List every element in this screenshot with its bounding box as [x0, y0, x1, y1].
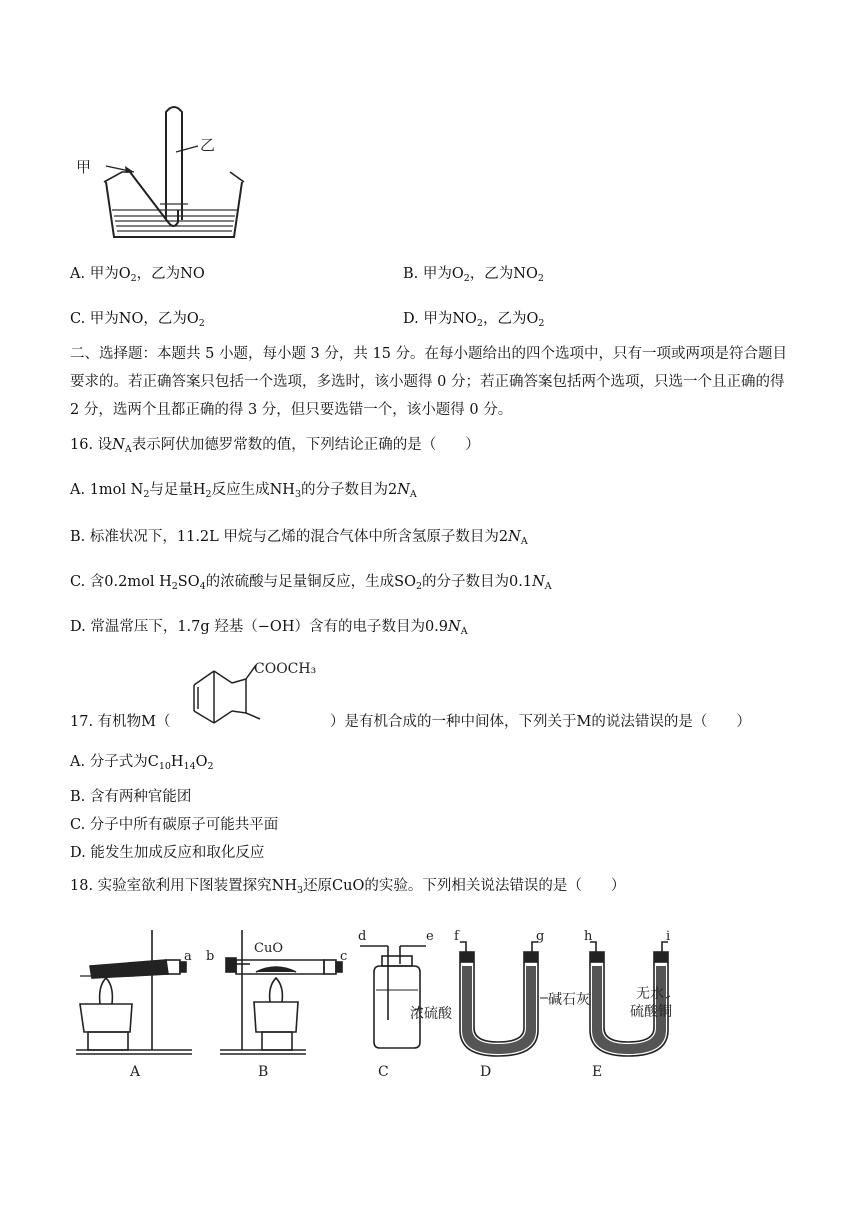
port-b: b	[206, 949, 215, 964]
section-2-instructions: 二、选择题：本题共 5 小题，每小题 3 分，共 15 分。在每小题给出的四个选项中，只有一项或两项是符合题目要求的。若正确答案只包括一个选项，多选时，该小题得 0 分；若正确答案包括两个选项，只选一个且正确的得 2 分，选两个且都正确的得 3 分，但只要选错一个，该小题得 0 分。	[70, 346, 788, 418]
delivery-tube	[130, 172, 178, 226]
q17-option-d: D. 能发生加成反应和取化反应	[70, 845, 265, 861]
q16-option-c: C. 含0.2mol $H_2SO_4$的浓硫酸与足量铜反应，生成$SO_2$的分子数目为$0.1N_A$	[70, 574, 552, 592]
q16-option-b: B. 标准状况下，11.2L 甲烷与乙烯的混合气体中所含氢原子数目为$2N_A$	[70, 529, 528, 547]
port-c: c	[340, 949, 348, 964]
q15-apparatus-figure	[70, 100, 260, 245]
port-i: i	[666, 929, 671, 944]
q17-stem-part2: ）是有机合成的一种中间体，下列关于M的说法错误的是（ ）	[330, 714, 751, 730]
structure-label-cooch3: COOCH₃	[254, 661, 317, 677]
port-d: d	[358, 929, 367, 944]
port-e: e	[426, 929, 434, 944]
q17-structure-m	[180, 655, 340, 735]
label-conc-h2so4: 浓硫酸	[410, 1006, 452, 1022]
apparatus-label-e: E	[592, 1064, 603, 1080]
apparatus-label-c: C	[378, 1064, 389, 1080]
q16-option-a: A. 1mol $N_2$与足量$H_2$反应生成$NH_3$的分子数目为$2N_A$	[70, 482, 417, 500]
q15-option-b: B. 甲为$O_2$，乙为$NO_2$	[403, 266, 544, 284]
apparatus-label-a: A	[130, 1064, 141, 1080]
q17-option-b: B. 含有两种官能团	[70, 789, 192, 805]
apparatus-label-b: B	[258, 1064, 269, 1080]
q17-stem-part1: 17. 有机物M（	[70, 714, 171, 730]
label-anhydrous-1: 无水	[636, 986, 664, 1002]
q15-option-d: D. 甲为$NO_2$，乙为$O_2$	[403, 311, 545, 329]
q18-apparatus-figure	[70, 920, 690, 1082]
label-anhydrous-2: 硫酸铜	[630, 1004, 672, 1020]
q16-stem: 16. 设$N_A$表示阿伏加德罗常数的值，下列结论正确的是（ ）	[70, 437, 480, 455]
port-h: h	[584, 929, 593, 944]
q18-stem: 18. 实验室欲利用下图装置探究$NH_3$还原CuO的实验。下列相关说法错误的是（ ）	[70, 878, 626, 896]
port-a: a	[184, 949, 192, 964]
label-jia: 甲	[76, 158, 92, 176]
q15-option-c: C. 甲为NO，乙为$O_2$	[70, 311, 205, 329]
label-yi: 乙	[200, 136, 216, 154]
label-soda-lime: 碱石灰	[548, 992, 590, 1008]
soda-lime-fill	[462, 966, 536, 1054]
apparatus-label-d: D	[480, 1064, 492, 1080]
inverted-test-tube	[166, 107, 182, 220]
q15-option-a: A. 甲为$O_2$，乙为NO	[70, 266, 205, 284]
water-lines	[112, 204, 237, 231]
port-g: g	[536, 929, 545, 944]
q16-option-d: D. 常温常压下，1.7g 羟基（−OH）含有的电子数目为$0.9N_A$	[70, 619, 468, 637]
port-f: f	[454, 929, 459, 944]
q17-option-a: A. 分子式为$C_{10}H_{14}O_2$	[70, 754, 214, 772]
label-cuo: CuO	[254, 941, 283, 956]
q17-option-c: C. 分子中所有碳原子可能共平面	[70, 817, 279, 833]
